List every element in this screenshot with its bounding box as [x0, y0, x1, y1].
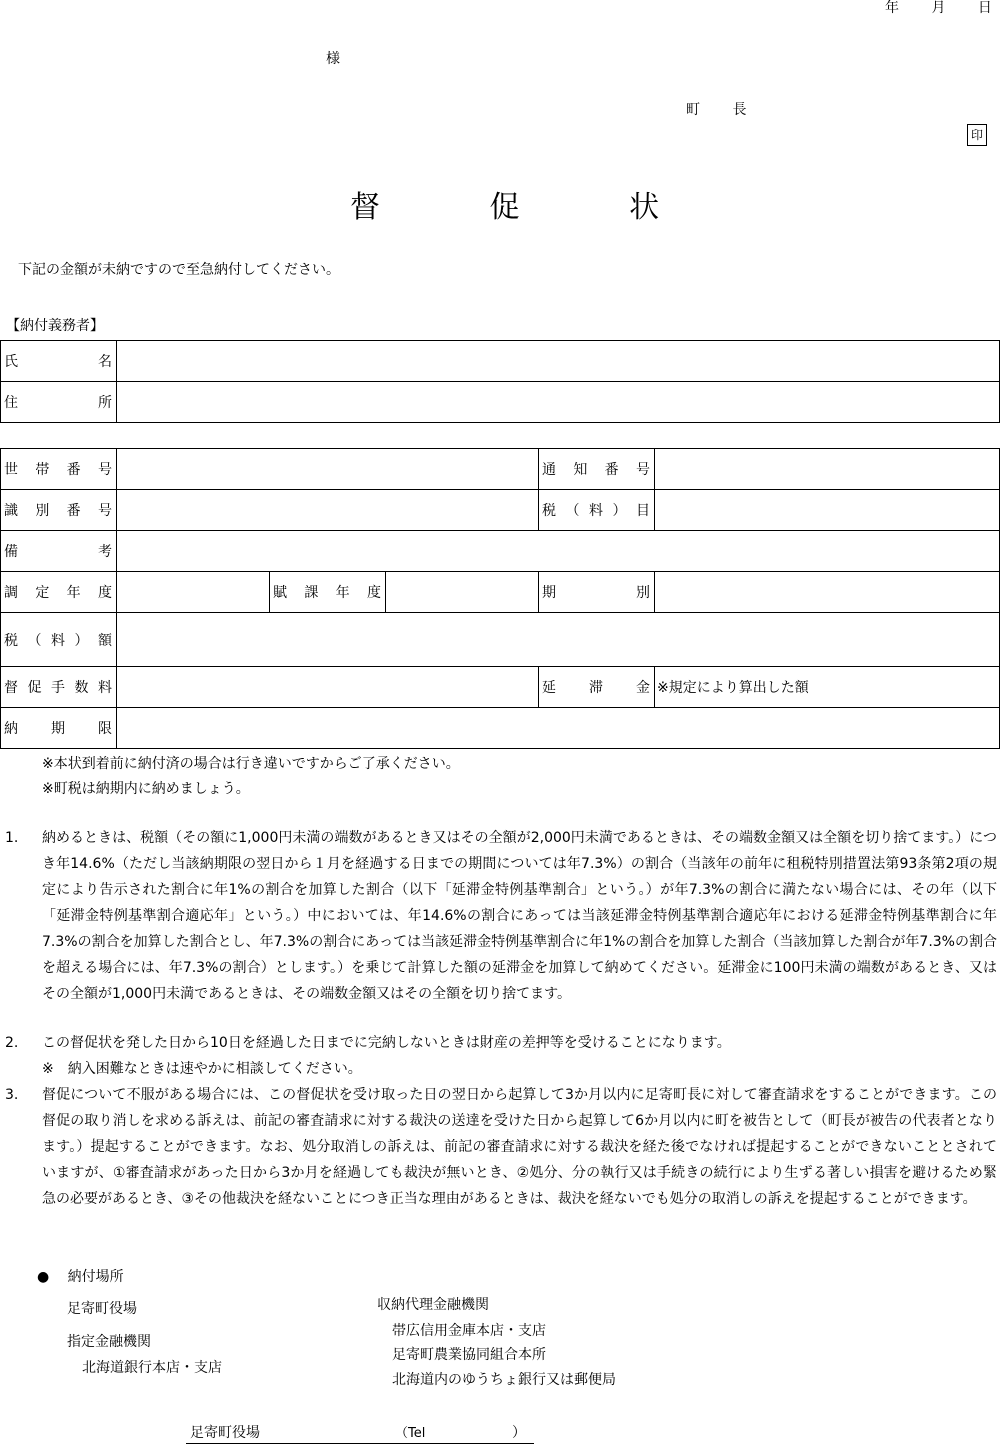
household-row — [1, 449, 1000, 490]
remarks-row — [1, 531, 1000, 572]
taxpayer-header: 【納付義務者】 — [6, 318, 104, 334]
agent-item: 帯広信用金庫本店・支店 — [392, 1323, 546, 1339]
footer-office: 足寄町役場 — [190, 1425, 260, 1441]
household-no-label: 世 帯 番 号 — [1, 449, 117, 490]
assess-year-label: 調 定 年 度 — [1, 572, 117, 613]
footer-underline — [186, 1443, 534, 1444]
name-row — [1, 341, 1000, 382]
tax-amount-label: 税 （ 料 ） 額 — [1, 613, 117, 667]
id-row — [1, 490, 1000, 531]
intro-text: 下記の金額が未納ですので至急納付してください。 — [18, 262, 340, 278]
name-field[interactable] — [117, 341, 1000, 382]
item-text: ※ 納入困難なときは速やかに相談してください。 — [42, 1061, 362, 1077]
date-month: 月 — [931, 0, 946, 16]
address-row — [1, 382, 1000, 423]
taxpayer-table — [0, 340, 1000, 423]
agent-label: 収納代理金融機関 — [377, 1297, 489, 1313]
payment-heading-text: 納付場所 — [67, 1269, 124, 1285]
late-fee-label: 延 滞 金 — [539, 667, 655, 708]
item-text: この督促状を発した日から10日を経過した日までに完納しないときは財産の差押等を受けることになります。 — [42, 1035, 731, 1051]
late-fee-note: ※規定により算出した額 — [655, 667, 1000, 708]
period-label: 期 別 — [539, 572, 655, 613]
item-number: 3. — [5, 1087, 19, 1103]
levy-year-field[interactable] — [386, 572, 539, 613]
id-no-field[interactable] — [117, 490, 539, 531]
issuer-title: 町 長 — [686, 102, 761, 118]
reminder-fee-label: 督 促 手 数 料 — [1, 667, 117, 708]
notice-item-3 — [5, 1082, 997, 1212]
notice-no-field[interactable] — [655, 449, 1000, 490]
address-label: 住 所 — [1, 382, 117, 423]
fee-row — [1, 667, 1000, 708]
remarks-field[interactable] — [117, 531, 1000, 572]
notice-item-2-note — [5, 1056, 997, 1082]
reminder-fee-field[interactable] — [117, 667, 539, 708]
item-text: 納めるときは、税額（その額に1,000円未満の端数があるとき又はその全額が2,000円未満であるときは、その端数金額又は全額を切り捨てます。）につき年14.6%（ただし当該納期限の翌日から１月を経過する日までの期間については年7.3%）の割合（当該年の前年に租税特別措置法第93条第2項の規定により告示された割合に年1%の割合を加算した割合（以下「延滞金特例基準割合」という。）が年7.3%の割合に満たない場合には、その年（以下「延滞金特例基準割合適応年」という。）中においては、年14.6%の割合にあっては当該延滞金特例基準割合適応年における延滞金特例基準割合に年7.3%の割合を加算した割合とし、年7.3%の割合にあっては当該延滞金特例基準割合に年1%の割合を加算した割合（当該加算した割合が年7.3%の割合を超える場合には、年7.3%の割合）とします。）を乗じて計算した額の延滞金を加算して納めてください。延滞金に100円未満の端数があるとき、又はその全額が1,000円未満であるときは、その端数金額又はその全額を切り捨てます。 — [42, 830, 997, 1002]
address-field[interactable] — [117, 382, 1000, 423]
tax-amount-row — [1, 613, 1000, 667]
item-number: 2. — [5, 1035, 19, 1051]
remarks-label: 備 考 — [1, 531, 117, 572]
date-day: 日 — [977, 0, 992, 16]
footer-tel-open: （Tel — [395, 1426, 426, 1441]
deadline-label: 納 期 限 — [1, 708, 117, 749]
footer-tel-close: ） — [512, 1425, 526, 1441]
tax-item-label: 税 （ 料 ） 目 — [539, 490, 655, 531]
title-char: 状 — [629, 190, 660, 225]
designated-bank: 北海道銀行本店・支店 — [82, 1360, 222, 1376]
deadline-row — [1, 708, 1000, 749]
levy-year-label: 賦 課 年 度 — [270, 572, 386, 613]
tax-amount-field[interactable] — [117, 613, 1000, 667]
title-char: 督 — [350, 190, 380, 225]
notice-item-2 — [5, 1030, 997, 1056]
title-char: 促 — [489, 190, 520, 225]
name-label: 氏 名 — [1, 341, 117, 382]
note-line: ※本状到着前に納付済の場合は行き違いですからご了承ください。 — [42, 756, 460, 772]
item-text: 督促について不服がある場合には、この督促状を受け取った日の翌日から起算して3か月以内に足寄町長に対して審査請求をすることができます。この督促の取り消しを求める訴えは、前記の審査請求に対する裁決の送達を受けた日から起算して6か月以内に町を被告として（町長が被告の代表者となります。）提起することができます。なお、処分取消しの訴えは、前記の審査請求に対する裁決を経た後でなければ提起することができないこととされていますが、①審査請求があった日から3か月を経過しても裁決が無いとき、②処分、分の執行又は手続きの続行により生ずる著しい損害を避けるため緊急の必要があるとき、③その他裁決を経ないことにつき正当な理由があるときは、裁決を経ないでも処分の取消しの訴えを提起することができます。 — [42, 1087, 997, 1207]
period-field[interactable] — [655, 572, 1000, 613]
item-number: 1. — [5, 830, 19, 846]
agent-item: 北海道内のゆうちょ銀行又は郵便局 — [392, 1372, 616, 1388]
seal-mark: 印 — [967, 124, 987, 146]
year-row — [1, 572, 1000, 613]
document-title — [350, 182, 659, 226]
bullet-icon: ● — [37, 1269, 50, 1285]
addressee-suffix: 様 — [326, 51, 340, 67]
assess-year-field[interactable] — [117, 572, 270, 613]
detail-table — [0, 448, 1000, 749]
date-year: 年 — [885, 0, 899, 16]
deadline-field[interactable] — [117, 708, 1000, 749]
notice-no-label: 通 知 番 号 — [539, 449, 655, 490]
designated-bank-label: 指定金融機関 — [67, 1334, 151, 1350]
id-no-label: 識 別 番 号 — [1, 490, 117, 531]
date-line — [885, 0, 992, 17]
notice-item-1 — [5, 825, 997, 1007]
tax-item-field[interactable] — [655, 490, 1000, 531]
town-office: 足寄町役場 — [67, 1301, 137, 1317]
household-no-field[interactable] — [117, 449, 539, 490]
agent-item: 足寄町農業協同組合本所 — [392, 1347, 546, 1363]
payment-heading — [37, 1266, 124, 1286]
note-line: ※町税は納期内に納めましょう。 — [42, 781, 250, 797]
